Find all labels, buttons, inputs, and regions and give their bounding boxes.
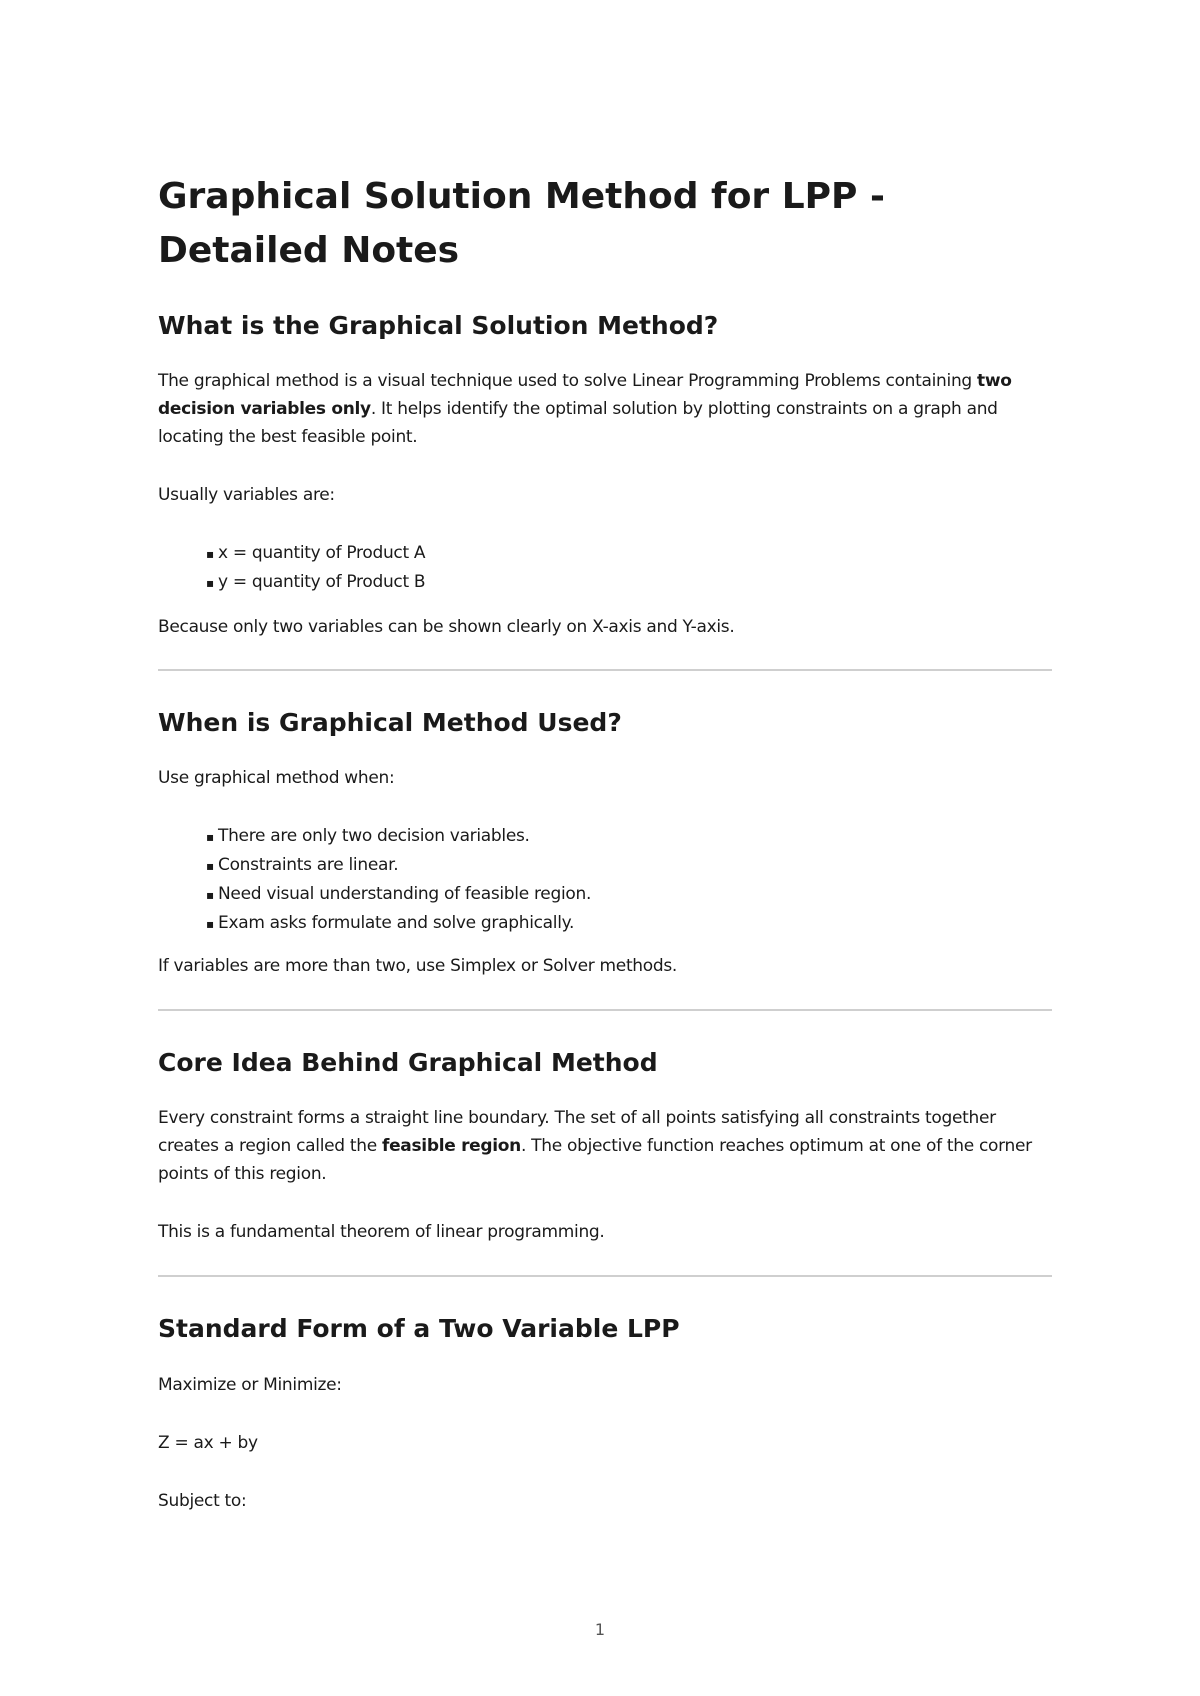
bullet-icon: ▪	[206, 888, 214, 902]
list-item	[206, 909, 591, 938]
section-when-used-closing: If variables are more than two, use Simplex or Solver methods.	[158, 956, 678, 976]
intro-text-bold: two decision variables only	[158, 371, 1012, 419]
page-number: 1	[594, 1620, 606, 1639]
list-item-text: Need visual understanding of feasible region.	[218, 884, 592, 904]
bullet-icon: ▪	[206, 859, 214, 873]
bullet-icon: ▪	[206, 547, 214, 561]
list-item	[206, 568, 425, 597]
bullet-icon: ▪	[206, 576, 214, 590]
list-item-text: Constraints are linear.	[218, 855, 399, 875]
usage-conditions-list	[206, 822, 591, 938]
section-what-is-lead: Usually variables are:	[158, 485, 335, 505]
standard-form-line: Subject to:	[158, 1491, 247, 1511]
core-idea-text-part2: . The objective function reaches optimum at one of the corner points of this region.	[158, 1136, 1032, 1184]
section-what-is-closing: Because only two variables can be shown clearly on X-axis and Y-axis.	[158, 617, 735, 637]
section-what-is-intro	[158, 367, 1052, 451]
bullet-icon: ▪	[206, 830, 214, 844]
standard-form-line: Maximize or Minimize:	[158, 1375, 342, 1395]
list-item	[206, 539, 425, 568]
list-item-text: There are only two decision variables.	[218, 826, 530, 846]
section-heading-core-idea: Core Idea Behind Graphical Method	[158, 1048, 658, 1077]
list-item-text: x = quantity of Product A	[218, 543, 426, 563]
list-item-text: y = quantity of Product B	[218, 572, 426, 592]
intro-text-part1: The graphical method is a visual technique used to solve Linear Programming Problems containing	[158, 371, 978, 391]
core-idea-text-bold: feasible region	[381, 1136, 521, 1156]
section-core-idea-closing: This is a fundamental theorem of linear programming.	[158, 1222, 605, 1242]
list-item	[206, 851, 591, 880]
section-heading-when-used: When is Graphical Method Used?	[158, 708, 622, 737]
section-divider	[158, 669, 1052, 671]
bullet-icon: ▪	[206, 917, 214, 931]
objective-function: Z = ax + by	[158, 1433, 258, 1453]
section-heading-what-is: What is the Graphical Solution Method?	[158, 311, 719, 340]
section-core-idea-body	[158, 1104, 1052, 1188]
section-heading-standard-form: Standard Form of a Two Variable LPP	[158, 1314, 680, 1343]
list-item	[206, 880, 591, 909]
variables-list	[206, 539, 425, 597]
section-divider	[158, 1009, 1052, 1011]
section-divider	[158, 1275, 1052, 1277]
document-title: Graphical Solution Method for LPP - Detailed Notes	[158, 176, 885, 271]
list-item-text: Exam asks formulate and solve graphically.	[218, 913, 575, 933]
list-item	[206, 822, 591, 851]
section-when-used-lead: Use graphical method when:	[158, 768, 395, 788]
intro-text-part2: . It helps identify the optimal solution by plotting constraints on a graph and locating the best feasible point.	[158, 399, 998, 447]
core-idea-text-part1: Every constraint forms a straight line boundary. The set of all points satisfying all constraints together creates a region called the	[158, 1108, 996, 1156]
